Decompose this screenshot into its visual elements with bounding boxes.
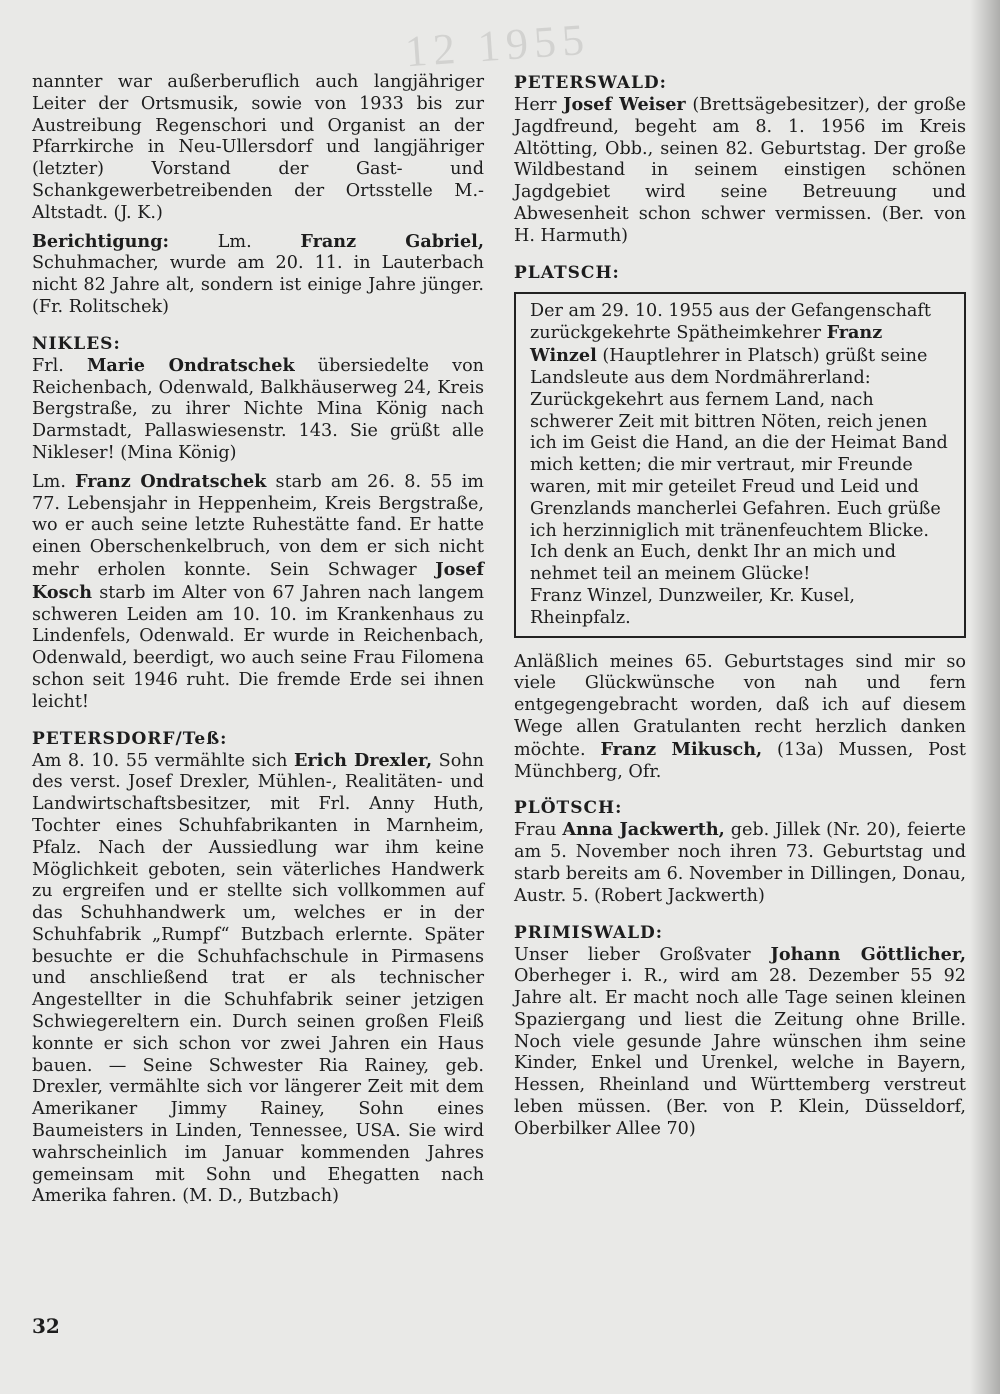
- berichtigung-label: Berichtigung:: [32, 230, 170, 252]
- section-heading-platsch: PLATSCH:: [514, 262, 620, 283]
- greeting-signature: Franz Winzel, Dunzweiler, Kr. Kusel, Rheinpfalz.: [530, 585, 855, 628]
- page-number: 32: [32, 1314, 60, 1338]
- date-stamp: 12 1955: [403, 14, 592, 77]
- section-heading-petersdorf: PETERSDORF/Teß:: [32, 728, 228, 749]
- person-name: Franz Mikusch,: [600, 738, 763, 760]
- petersdorf-paragraph: Am 8. 10. 55 vermählte sich Erich Drexler, Sohn des verst. Josef Drexler, Mühlen-, Realitäten- und Landwirtschaftsbesitzer, mit Frl. Anny Huth, Tochter eines Schuhfabrikanten in Marnheim, Pfalz. Nach der Aussiedlung war ihm keine Möglichkeit geboten, sein väterliches Handwerk zu ergreifen und er stellte sich vollkommen auf das Schuhhandwerk um, welches er in der Schuhfabrik „Rumpf“ Butzbach erlernte. Später besuchte er die Schuhfachschule in Pirmasens und anschließend trat er als technischer Angestellter in die Schuhfabrik seiner jetzigen Schwiegereltern ein. Durch seinen großen Fleiß konnte er sich schon vor zwei Jahren ein Haus bauen. — Seine Schwester Ria Rainey, geb. Drexler, vermählte sich vor längerer Zeit mit dem Amerikaner Jimmy Rainey, Sohn eines Baumeisters in Linden, Tennessee, USA. Sie wird wahrscheinlich im Januar kommenden Jahres gemeinsam mit Sohn und Ehegatten nach Amerika fahren. (M. D., Butzbach): [32, 749, 484, 1207]
- peterswald-paragraph: Herr Josef Weiser (Brettsägebesitzer), der große Jagdfreund, begeht am 8. 1. 1956 im Kreis Altötting, Obb., seinen 82. Geburtstag. Der große Wildbestand in seinem einstigen schönen Jagdgebiet wird seine Betreuung und Abwesenheit schon schwer vermissen. (Ber. von H. Harmuth): [514, 94, 967, 246]
- person-name: Josef Kosch: [32, 558, 484, 603]
- section-heading-nikles: NIKLES:: [32, 333, 121, 354]
- person-name: Johann Göttlicher,: [770, 943, 966, 965]
- left-column: [32, 72, 484, 1208]
- right-column: [514, 72, 966, 1141]
- person-name: Erich Drexler,: [294, 749, 433, 771]
- greeting-intro: Der am 29. 10. 1955 aus der Gefangenschaft zurückgekehrte Spätheimkehrer Franz Winzel (Hauptlehrer in Platsch) grüßt seine Landsleute aus dem Nordmährerland:: [530, 300, 932, 388]
- berichtigung-paragraph: Berichtigung: Lm. Franz Gabriel, Schuhmacher, wurde am 20. 11. in Lauterbach nicht 82 Jahre alt, sondern ist einige Jahre jünger. (Fr. Rolitschek): [32, 230, 484, 317]
- greeting-poem: Zurückgekehrt aus fernem Land, nach schwerer Zeit mit bittren Nöten, reich jenen ich im Geist die Hand, an die der Heimat Band mich ketten; die mir vertraut, mir Freunde waren, mit mir geteilet Freud und Leid und Grenzlands mancherlei Gefahren. Euch grüße ich herzinniglich mit tränenfeuchtem Blicke. Ich denk an Euch, denkt Ihr an mich und nehmet teil an meinem Glücke!: [530, 389, 948, 585]
- section-heading-ploetsch: PLÖTSCH:: [514, 798, 623, 819]
- page-edge-shadow: [970, 0, 1000, 1394]
- nikles-paragraph-1: Frl. Marie Ondratschek übersiedelte von Reichenbach, Odenwald, Balkhäuserweg 24, Kreis Bergstraße, zu ihrer Nichte Mina König nach Darmstadt, Pallaswiesenstr. 143. Sie grüßt alle Nikleser! (Mina König): [32, 354, 484, 463]
- greeting-box: [514, 292, 966, 638]
- person-name: Franz Gabriel,: [300, 230, 484, 252]
- person-name: Josef Weiser: [563, 94, 686, 115]
- ploetsch-paragraph: Frau Anna Jackwerth, geb. Jillek (Nr. 20), feierte am 5. November noch ihren 73. Geburtstag und starb bereits am 6. November in Dillingen, Donau, Austr. 5. (Robert Jackwerth): [514, 819, 966, 906]
- person-name: Anna Jackwerth,: [562, 819, 725, 841]
- person-name: Franz Ondratschek: [75, 470, 267, 492]
- section-heading-primiswald: PRIMISWALD:: [514, 922, 664, 943]
- nikles-paragraph-2: Lm. Franz Ondratschek starb am 26. 8. 55 im 77. Lebensjahr in Heppenheim, Kreis Bergstraße, wo er auch seine letzte Ruhestätte fand. Er hatte einen Oberschenkelbruch, von dem er sich nicht mehr erholen konnte. Sein Schwager Josef Kosch starb im Alter von 67 Jahren nach langem schweren Leiden am 10. 10. im Krankenhaus zu Lindenfels, Odenwald. Er wurde in Reichenbach, Odenwald, beerdigt, wo auch seine Frau Filomena schon seit 1946 ruht. Die fremde Erde sei ihnen leicht!: [32, 470, 484, 712]
- birthday-thanks-paragraph: Anläßlich meines 65. Geburtstages sind mir so viele Glückwünsche von nah und fern entgegengebracht worden, daß ich auf diesem Wege allen Gratulanten recht herzlich danken möchte. Franz Mikusch, (13a) Mussen, Post Münchberg, Ofr.: [514, 651, 966, 782]
- primiswald-paragraph: Unser lieber Großvater Johann Göttlicher, Oberheger i. R., wird am 28. Dezember 55 92 Jahre alt. Er macht noch alle Tage seinen kleinen Spaziergang und liest die Zeitung ohne Brille. Noch viele gesunde Jahre wünschen ihm seine Kinder, Enkel und Urenkel, welche in Bayern, Hessen, Rheinland und Württemberg verstreut leben müssen. (Ber. von P. Klein, Düsseldorf, Oberbilker Allee 70): [514, 943, 966, 1139]
- intro-paragraph: nannter war außerberuflich auch langjähriger Leiter der Ortsmusik, sowie von 1933 bis zur Austreibung Regenschori und Organist an der Pfarrkirche in Neu-Ullersdorf und langjähriger (letzter) Vorstand der Gast- und Schankgewerbetreibenden der Ortsstelle M.-Altstadt. (J. K.): [32, 72, 484, 223]
- person-name: Marie Ondratschek: [86, 354, 295, 376]
- person-name: Franz Winzel: [530, 322, 883, 367]
- section-heading-peterswald: PETERSWALD:: [514, 73, 667, 93]
